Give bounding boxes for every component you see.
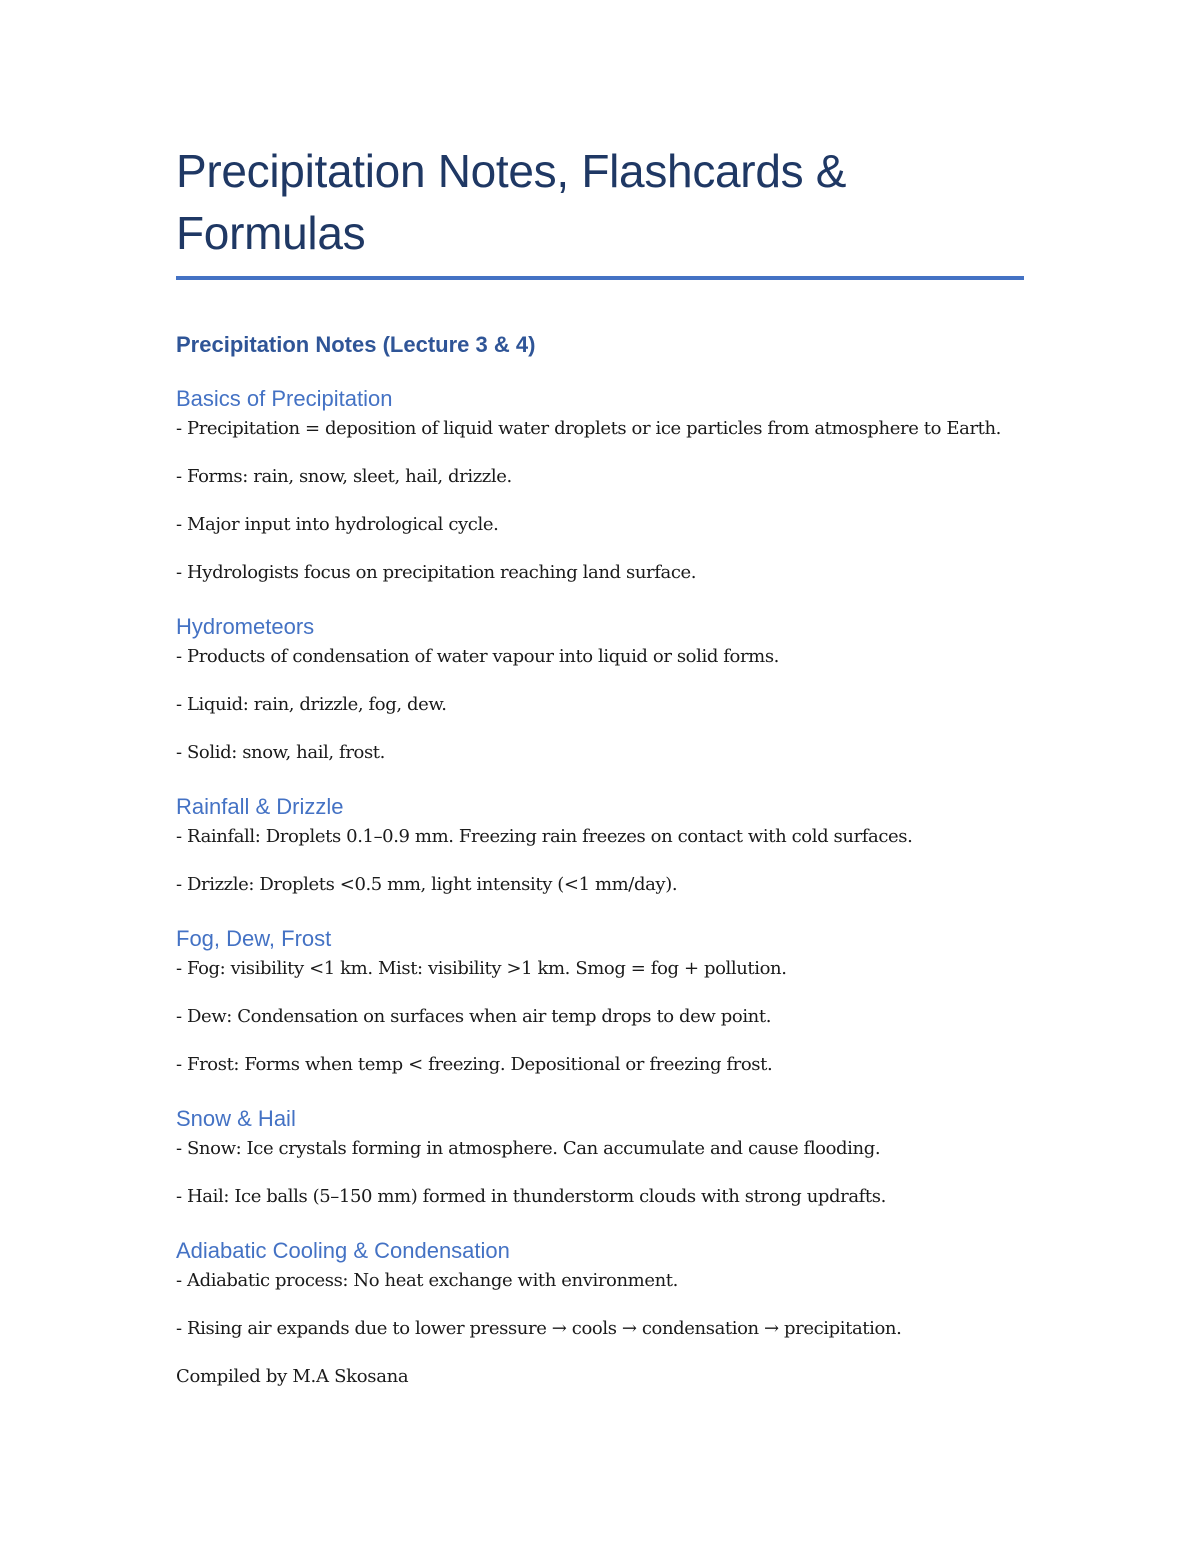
list-item: - Products of condensation of water vapour into liquid or solid forms. (176, 646, 780, 667)
section-basics (176, 384, 1024, 588)
section-heading: Snow & Hail (176, 1106, 296, 1131)
title-divider (176, 276, 1024, 280)
section-rainfall-drizzle (176, 792, 1024, 900)
list-item: - Drizzle: Droplets <0.5 mm, light intensity (<1 mm/day). (176, 874, 678, 895)
section-hydrometeors (176, 612, 1024, 768)
list-item: - Rainfall: Droplets 0.1–0.9 mm. Freezing rain freezes on contact with cold surfaces. (176, 826, 913, 847)
list-item: - Forms: rain, snow, sleet, hail, drizzle. (176, 466, 512, 487)
section-heading: Adiabatic Cooling & Condensation (176, 1238, 510, 1263)
section-snow-hail (176, 1104, 1024, 1212)
document-title: Precipitation Notes, Flashcards & Formulas (176, 145, 847, 259)
document-footer: Compiled by M.A Skosana (176, 1366, 409, 1387)
section-heading: Hydrometeors (176, 614, 315, 639)
list-item: - Frost: Forms when temp < freezing. Depositional or freezing frost. (176, 1054, 773, 1075)
list-item: - Precipitation = deposition of liquid water droplets or ice particles from atmosphere to Earth. (176, 418, 1001, 439)
list-item: - Fog: visibility <1 km. Mist: visibility >1 km. Smog = fog + pollution. (176, 958, 787, 979)
list-item: - Rising air expands due to lower pressure → cools → condensation → precipitation. (176, 1318, 902, 1339)
list-item: - Hail: Ice balls (5–150 mm) formed in thunderstorm clouds with strong updrafts. (176, 1186, 886, 1207)
section-heading: Rainfall & Drizzle (176, 794, 344, 819)
list-item: - Major input into hydrological cycle. (176, 514, 499, 535)
list-item: - Adiabatic process: No heat exchange with environment. (176, 1270, 678, 1291)
notes-heading: Precipitation Notes (Lecture 3 & 4) (176, 332, 536, 357)
section-heading: Fog, Dew, Frost (176, 926, 332, 951)
list-item: - Snow: Ice crystals forming in atmosphere. Can accumulate and cause flooding. (176, 1138, 881, 1159)
list-item: - Liquid: rain, drizzle, fog, dew. (176, 694, 447, 715)
list-item: - Solid: snow, hail, frost. (176, 742, 385, 763)
section-fog-dew-frost (176, 924, 1024, 1080)
document-page (176, 140, 1024, 1392)
section-adiabatic-cooling (176, 1236, 1024, 1344)
list-item: - Dew: Condensation on surfaces when air temp drops to dew point. (176, 1006, 772, 1027)
list-item: - Hydrologists focus on precipitation reaching land surface. (176, 562, 697, 583)
section-heading: Basics of Precipitation (176, 386, 393, 411)
